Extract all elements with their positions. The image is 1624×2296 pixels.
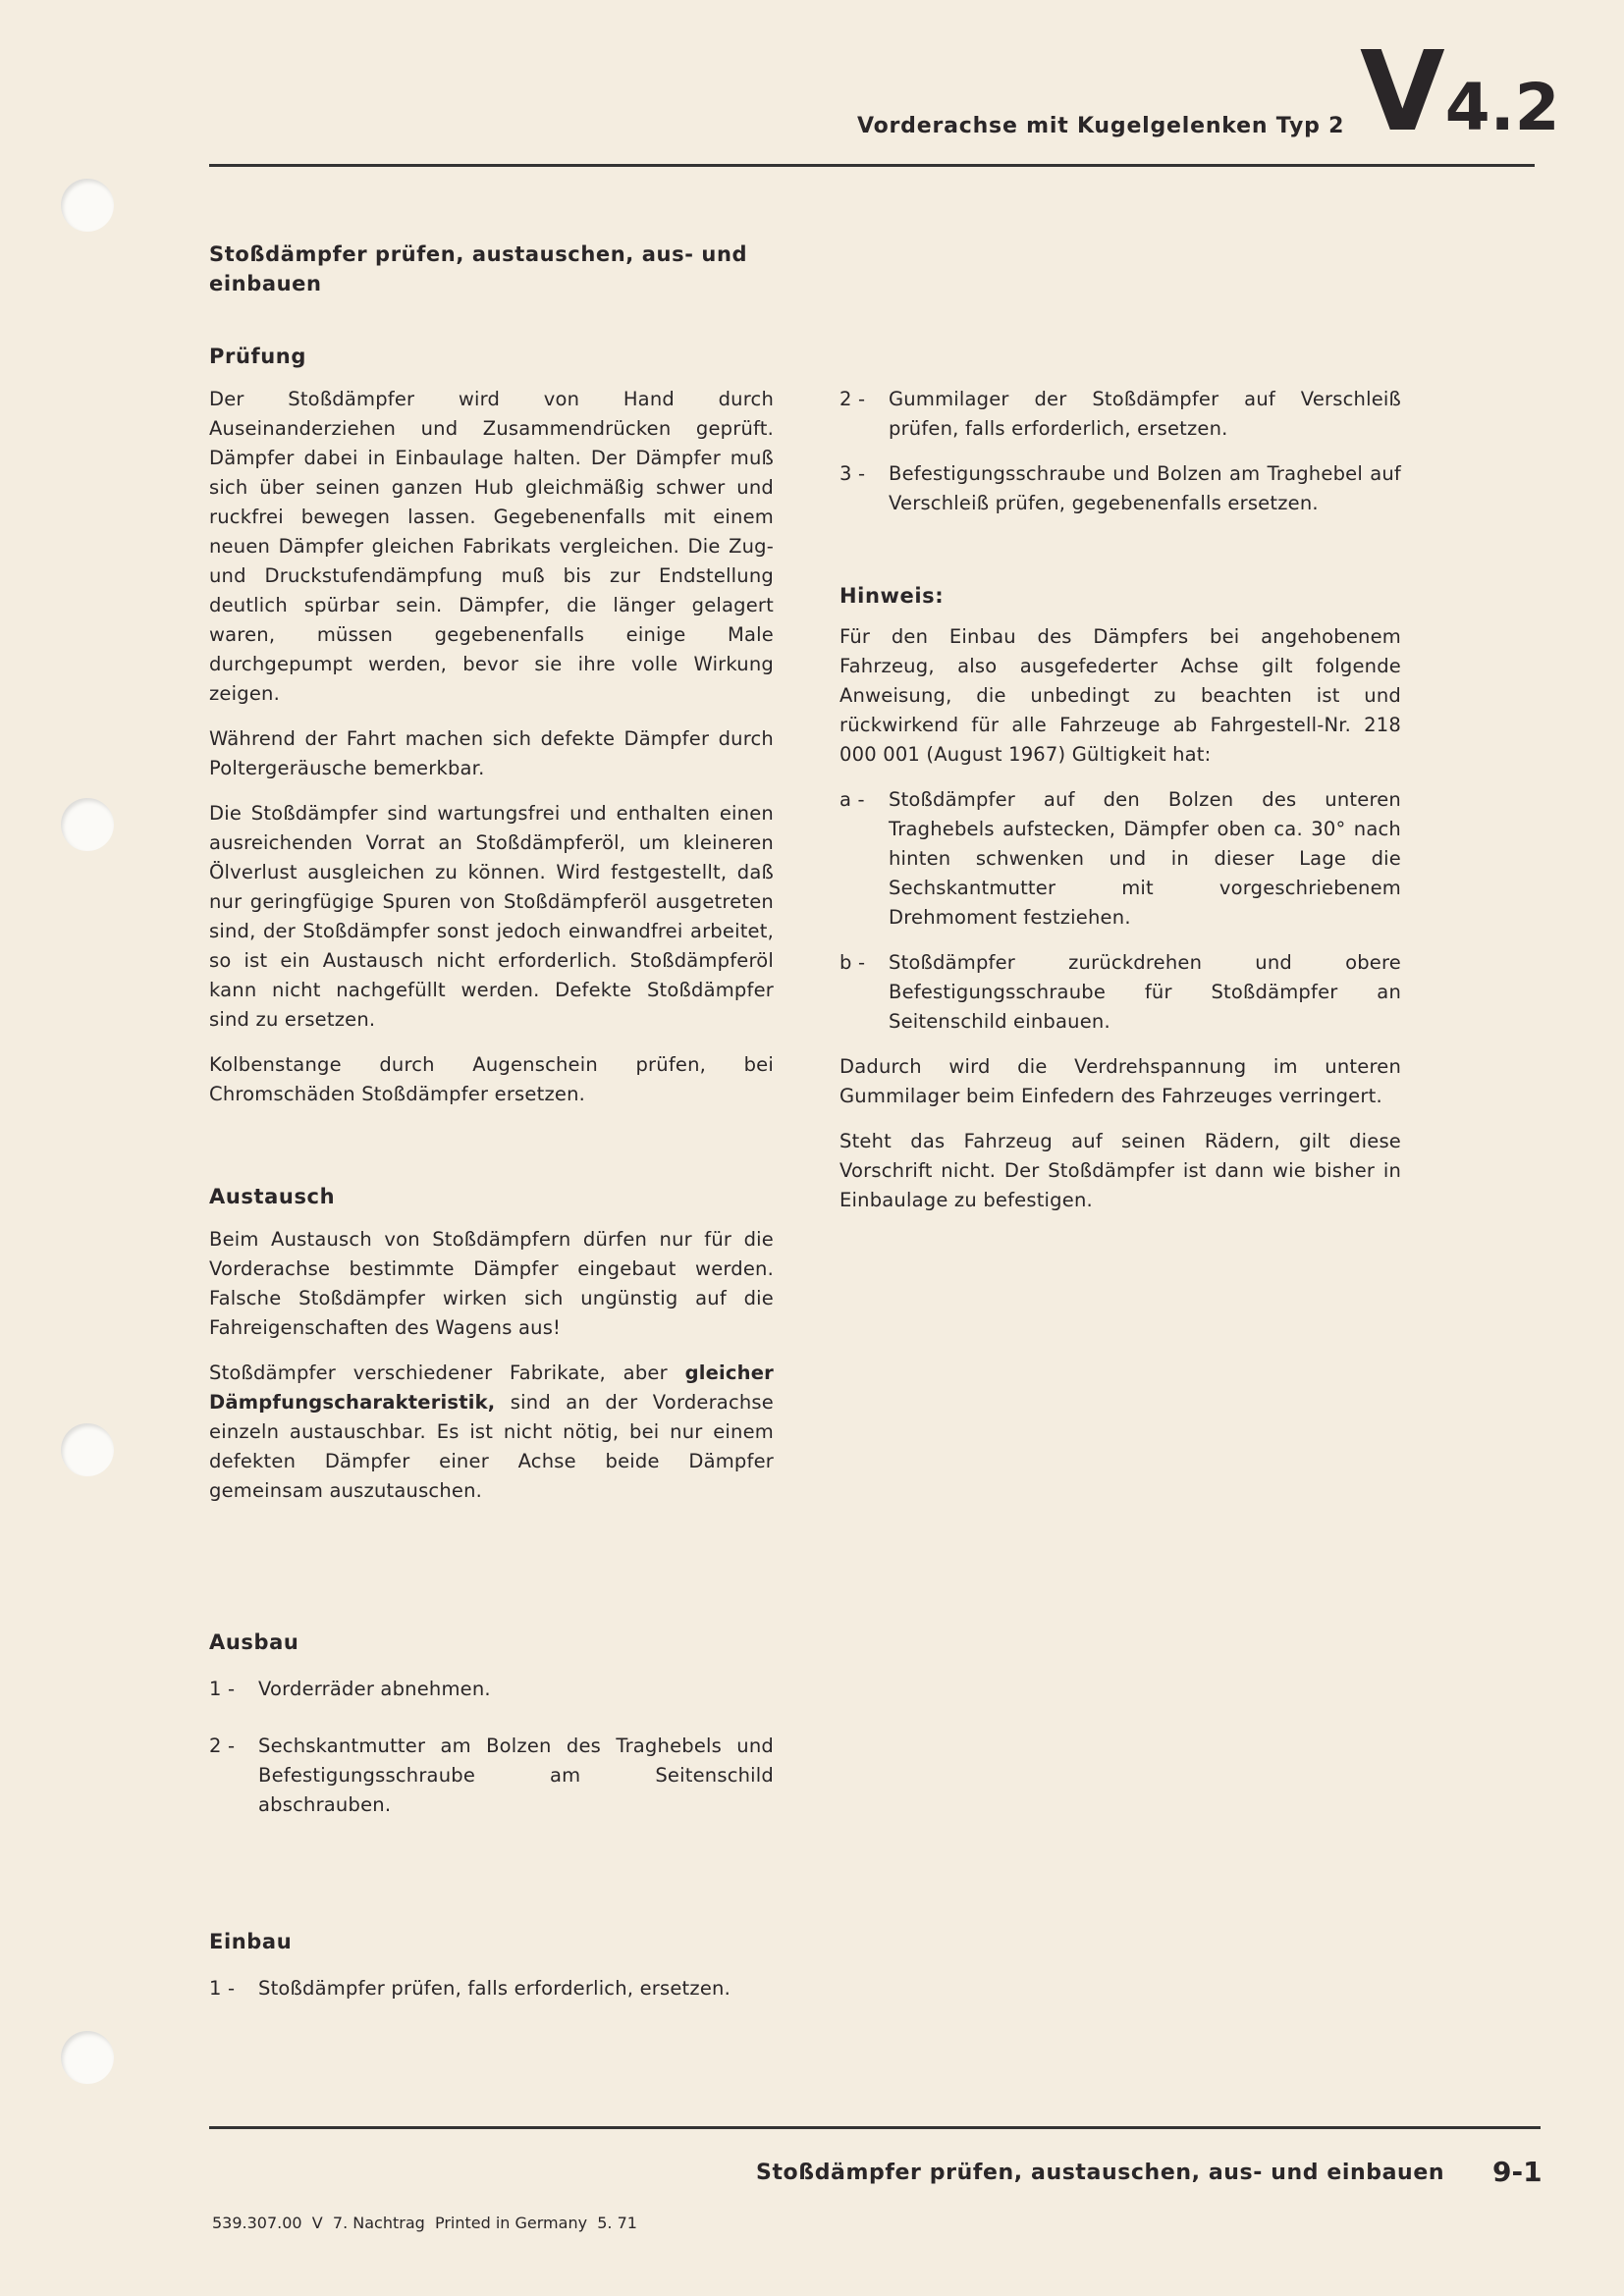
item-number: 1 - (209, 1977, 236, 2000)
list-item (209, 1732, 774, 1820)
paragraph: Die Stoßdämpfer sind wartungsfrei und enthalten einen ausreichenden Vorrat an Stoßdämpferöl, um kleineren Ölverlust ausgleichen zu können. Wird festgestellt, daß nur geringfügige Spuren von Stoßdämpferöl ausgetreten sind, der Stoßdämpfer sonst jedoch einwandfrei arbeitet, so ist ein Austausch nicht erforderlich. Stoßdämpferöl kann nicht nachgefüllt werden. Defekte Stoßdämpfer sind zu ersetzen. (209, 802, 774, 1031)
list-item (839, 948, 1401, 1037)
imprint: 539.307.00 V 7. Nachtrag Printed in Germany 5. 71 (212, 2214, 637, 2232)
item-number: 3 - (839, 462, 866, 485)
code-letter: V (1360, 28, 1445, 156)
punch-hole (61, 179, 114, 232)
item-number: 1 - (209, 1678, 236, 1700)
item-text: Stoßdämpfer auf den Bolzen des unteren Traghebels aufstecken, Dämpfer oben ca. 30° nach hinten schwenken und in dieser Lage die Sechskantmutter mit vorgeschriebenem Drehmoment festziehen. (889, 788, 1401, 929)
item-number: a - (839, 788, 865, 811)
left-column (209, 240, 774, 1522)
heading-austausch: Austausch (209, 1185, 336, 1208)
paragraph: Während der Fahrt machen sich defekte Dämpfer durch Poltergeräusche bemerkbar. (209, 727, 774, 779)
list-item (209, 1974, 774, 2003)
text: sind an der Vorderachse einzeln austauschbar. Es ist nicht nötig, bei nur einem defekten Dämpfer einer Achse beide Dämpfer gemeinsam auszutauschen. (209, 1391, 774, 1502)
code-number: 4.2 (1444, 70, 1560, 145)
list-item (839, 385, 1401, 444)
paragraph: Kolbenstange durch Augenschein prüfen, bei Chromschäden Stoßdämpfer ersetzen. (209, 1053, 774, 1105)
footer-rule (209, 2126, 1541, 2129)
heading-pruefung: Prüfung (209, 345, 306, 368)
footer-title: Stoßdämpfer prüfen, austauschen, aus- und einbauen (756, 2161, 1445, 2185)
emphasis: gleicher Dämpfungscharakteristik, (209, 1362, 774, 1414)
item-text: Befestigungsschraube und Bolzen am Traghebel auf Verschleiß prüfen, gegebenenfalls ersetzen. (889, 462, 1401, 514)
punch-hole (61, 798, 114, 851)
paragraph (209, 1359, 774, 1506)
item-number: 2 - (209, 1735, 236, 1757)
einbau-section (209, 1927, 774, 2019)
item-text: Stoßdämpfer prüfen, falls erforderlich, ersetzen. (258, 1977, 731, 2000)
paragraph: Der Stoßdämpfer wird von Hand durch Auseinanderziehen und Zusammendrücken geprüft. Dämpfer dabei in Einbaulage halten. Der Dämpfer muß sich über seinen ganzen Hub gleichmäßig schwer und ruckfrei bewegen lassen. Gegebenenfalls mit einem neuen Dämpfer gleichen Fabrikats vergleichen. Die Zug- und Druckstufendämpfung muß bis zur Endstellung deutlich spürbar sein. Dämpfer, die länger gelagert waren, müssen gegebenenfalls einige Male durchgepumpt werden, bevor sie ihre volle Wirkung zeigen. (209, 388, 774, 705)
page-number: 9-1 (1492, 2156, 1543, 2188)
paragraph: Dadurch wird die Verdrehspannung im unteren Gummilager beim Einfedern des Fahrzeuges verringert. (839, 1055, 1401, 1107)
item-number: b - (839, 951, 866, 974)
item-text: Stoßdämpfer zurückdrehen und obere Befestigungsschraube für Stoßdämpfer an Seitenschild einbauen. (889, 951, 1401, 1033)
text: Stoßdämpfer verschiedener Fabrikate, aber (209, 1362, 685, 1384)
header-code (1360, 28, 1560, 156)
header-section-title: Vorderachse mit Kugelgelenken Typ 2 (857, 114, 1345, 138)
paragraph: Für den Einbau des Dämpfers bei angehobenem Fahrzeug, also ausgefederter Achse gilt folgende Anweisung, die unbedingt zu beachten ist und rückwirkend für alle Fahrzeuge ab Fahrgestell-Nr. 218 000 001 (August 1967) Gültigkeit hat: (839, 625, 1401, 766)
document-title: Stoßdämpfer prüfen, austauschen, aus- und einbauen (209, 242, 748, 295)
paragraph: Beim Austausch von Stoßdämpfern dürfen nur für die Vorderachse bestimmte Dämpfer eingebaut werden. Falsche Stoßdämpfer wirken sich ungünstig auf die Fahreigenschaften des Wagens aus! (209, 1228, 774, 1339)
heading-einbau: Einbau (209, 1930, 293, 1953)
list-item (839, 459, 1401, 518)
list-item (209, 1675, 774, 1704)
list-item (839, 785, 1401, 933)
header-rule (209, 164, 1535, 167)
heading-ausbau: Ausbau (209, 1630, 299, 1654)
right-column (839, 385, 1401, 1231)
paragraph: Steht das Fahrzeug auf seinen Rädern, gilt diese Vorschrift nicht. Der Stoßdämpfer ist dann wie bisher in Einbaulage zu befestigen. (839, 1130, 1401, 1211)
heading-hinweis: Hinweis: (839, 584, 945, 608)
ausbau-section (209, 1628, 774, 1836)
punch-hole (61, 2031, 114, 2084)
item-number: 2 - (839, 388, 866, 410)
item-text: Vorderräder abnehmen. (258, 1678, 491, 1700)
item-text: Sechskantmutter am Bolzen des Traghebels und Befestigungsschraube am Seitenschild abschrauben. (258, 1735, 774, 1816)
punch-hole (61, 1423, 114, 1476)
item-text: Gummilager der Stoßdämpfer auf Verschleiß prüfen, falls erforderlich, ersetzen. (889, 388, 1401, 440)
